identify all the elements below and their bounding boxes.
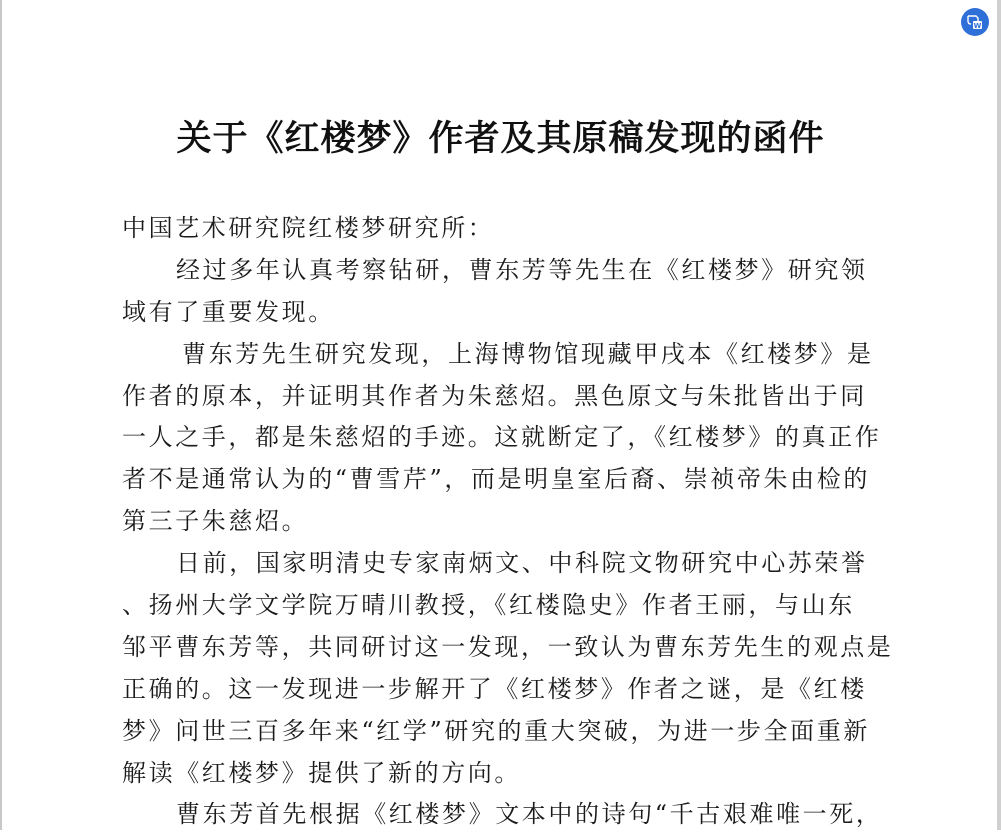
document-title: 关于《红楼梦》作者及其原稿发现的函件 [176,119,825,159]
svg-text:W: W [973,21,982,30]
body-line: 者不是通常认为的“曹雪芹”，而是明皇室后裔、崇祯帝朱由检的 [122,465,870,494]
body-line: 邹平曹东芳等，共同研讨这一发现，一致认为曹东芳先生的观点是 [122,632,894,661]
body-line: 经过多年认真考察钻研，曹东芳等先生在《红楼梦》研究领 [176,255,868,284]
word-convert-icon [965,12,985,32]
body-line: 日前，国家明清史专家南炳文、中科院文物研究中心苏荣誉 [176,549,868,578]
body-line: 作者的原本，并证明其作者为朱慈炤。黑色原文与朱批皆出于同 [122,381,867,410]
vertical-scrollbar[interactable] [997,0,1001,830]
body-line: 域有了重要发现。 [122,297,335,326]
body-line: 正确的。这一发现进一步解开了《红楼梦》作者之谜，是《红楼 [122,674,867,703]
document-body [122,208,902,836]
body-line: 解读《红楼梦》提供了新的方向。 [122,758,521,787]
body-line: 曹东芳先生研究发现，上海博物馆现藏甲戌本《红楼梦》是 [182,339,874,368]
salutation-line: 中国艺术研究院红楼梦研究所： [122,214,495,242]
body-line: 第三子朱慈炤。 [122,507,309,536]
convert-to-word-button[interactable] [961,8,989,36]
body-line: 、扬州大学文学院万晴川教授，《红楼隐史》作者王丽，与山东 [122,591,855,620]
body-line: 曹东芳首先根据《红楼梦》文本中的诗句“千古艰难唯一死， [176,800,883,829]
body-line: 一人之手，都是朱慈炤的手迹。这就断定了，《红楼梦》的真正作 [122,423,882,452]
body-line: 梦》问世三百多年来“红学”研究的重大突破，为进一步全面重新 [122,716,870,745]
